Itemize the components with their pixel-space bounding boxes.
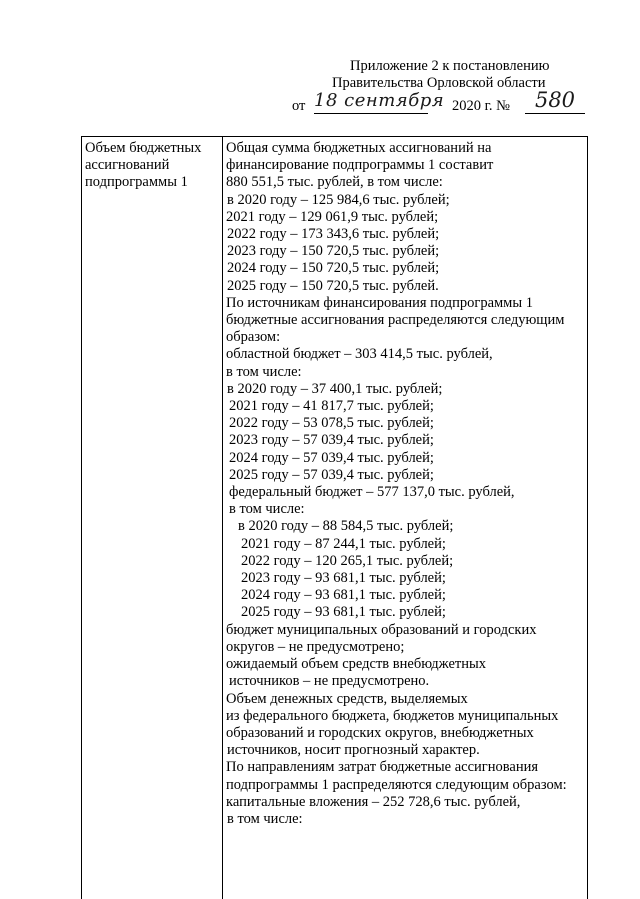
text-line: образований и городских округов, внебюджетных	[226, 724, 534, 741]
text-line: Объем денежных средств, выделяемых	[226, 690, 468, 707]
text-line: По направлениям затрат бюджетные ассигнования	[226, 759, 539, 776]
government-name: Правительства Орловской области	[332, 75, 546, 91]
left-line: Объем бюджетных	[85, 140, 202, 156]
text-line: Общая сумма бюджетных ассигнований на	[226, 140, 492, 156]
text-line: 2022 году – 173 343,6 тыс. рублей;	[227, 226, 440, 243]
text-line: 2023 году – 57 039,4 тыс. рублей;	[229, 432, 434, 449]
text-line: 2021 году – 87 244,1 тыс. рублей;	[241, 535, 446, 552]
text-line: 2024 году – 150 720,5 тыс. рублей;	[227, 260, 440, 277]
appendix-header	[292, 58, 592, 116]
date-prefix: от	[292, 98, 306, 114]
text-line: 2023 году – 150 720,5 тыс. рублей;	[227, 243, 440, 260]
text-line: в том числе:	[227, 810, 303, 827]
right-cell-content	[223, 137, 588, 899]
text-line: 2023 году – 93 681,1 тыс. рублей;	[241, 570, 446, 587]
text-line: финансирование подпрограммы 1 составит	[226, 157, 494, 174]
text-line: 2021 году – 129 061,9 тыс. рублей;	[226, 208, 439, 225]
handwritten-number: 580	[525, 88, 585, 114]
text-line: 2025 году – 93 681,1 тыс. рублей;	[241, 604, 446, 621]
text-line: в 2020 году – 125 984,6 тыс. рублей;	[227, 191, 450, 208]
handwritten-date: 18 сентября	[314, 90, 428, 114]
left-line: подпрограммы 1	[85, 174, 188, 191]
text-line: федеральный бюджет – 577 137,0 тыс. рублей,	[229, 484, 515, 501]
text-line: 2022 году – 53 078,5 тыс. рублей;	[229, 415, 434, 432]
text-line: бюджет муниципальных образований и городских	[226, 621, 537, 638]
text-line: бюджетные ассигнования распределяются следующим	[226, 312, 565, 329]
table-row	[82, 137, 588, 899]
text-line: 880 551,5 тыс. рублей, в том числе:	[226, 174, 443, 191]
left-cell-label	[82, 137, 223, 899]
text-line: образом:	[226, 329, 281, 346]
text-line: ожидаемый объем средств внебюджетных	[226, 656, 487, 673]
text-line: в 2020 году – 37 400,1 тыс. рублей;	[227, 380, 443, 397]
text-line: подпрограммы 1 распределяются следующим образом:	[226, 776, 567, 793]
text-line: источников – не предусмотрено.	[229, 673, 430, 690]
text-line: 2025 году – 57 039,4 тыс. рублей;	[229, 466, 434, 483]
text-line: 2025 году – 150 720,5 тыс. рублей.	[227, 277, 439, 294]
text-line: 2024 году – 57 039,4 тыс. рублей;	[229, 449, 434, 466]
left-line: ассигнований	[85, 157, 170, 174]
text-line: 2024 году – 93 681,1 тыс. рублей;	[241, 587, 446, 604]
text-line: 2021 году – 41 817,7 тыс. рублей;	[229, 398, 434, 415]
text-line: капитальные вложения – 252 728,6 тыс. рублей,	[226, 793, 521, 810]
text-line: в 2020 году – 88 584,5 тыс. рублей;	[238, 518, 454, 535]
text-line: из федерального бюджета, бюджетов муниципальных	[226, 707, 559, 724]
text-line: округов – не предусмотрено;	[226, 638, 405, 655]
text-line: 2022 году – 120 265,1 тыс. рублей;	[241, 552, 454, 569]
text-line: источников, носит прогнозный характер.	[227, 742, 480, 759]
year-and-number-label: 2020 г. №	[452, 98, 511, 114]
text-line: в том числе:	[229, 501, 305, 518]
text-line: По источникам финансирования подпрограммы 1	[226, 294, 533, 311]
budget-table	[81, 136, 588, 899]
text-line: областной бюджет – 303 414,5 тыс. рублей,	[226, 346, 493, 363]
text-line: в том числе:	[226, 363, 302, 380]
resolution-date-number	[292, 88, 592, 116]
appendix-title: Приложение 2 к постановлению	[350, 58, 550, 74]
